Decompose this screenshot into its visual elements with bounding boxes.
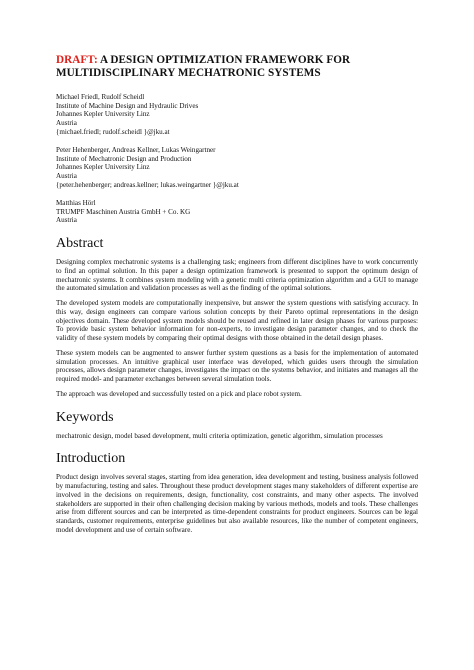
- author-university: Johannes Kepler University Linz: [56, 110, 150, 119]
- page-content: [56, 54, 418, 541]
- author-institute: Institute of Mechatronic Design and Production: [56, 154, 192, 163]
- abstract-paragraph: Designing complex mechatronic systems is a challenging task; engineers from different disciplines have to work concurrently to find an optimal solution. In this paper a design optimization framework is presented to support the optimum design of mechatronic systems. It combines system modeling with a genetic multi criteria optimization algorithm and a GUI to manage the automated simulation and validation processes as well as the finding of the optimal solutions.: [56, 258, 418, 293]
- author-email: {michael.friedl; rudolf.scheidl }@jku.at: [56, 127, 170, 136]
- author-university: Johannes Kepler University Linz: [56, 163, 150, 172]
- abstract-paragraph: The approach was developed and successfully tested on a pick and place robot system.: [56, 389, 302, 398]
- author-names: Matthias Hörl: [56, 199, 96, 208]
- author-country: Austria: [56, 172, 77, 181]
- author-country: Austria: [56, 119, 77, 128]
- author-block-2: [56, 146, 418, 190]
- author-email: {peter.hehenberger; andreas.kellner; lukas.weingartner }@jku.at: [56, 180, 239, 189]
- title-line-2: MULTIDISCIPLINARY MECHATRONIC SYSTEMS: [56, 67, 321, 79]
- draft-label: DRAFT:: [56, 54, 98, 66]
- introduction-paragraph: Product design involves several stages, starting from idea generation, idea development and testing, business analysis followed by manufacturing, testing and sales. Throughout these product development stages many stakeholders of different expertise are involved in the decisions on requirements, design, functionality, cost constraints, and many other aspects. The involved stakeholders are supported in their often challenging decision making by various methods, models and tools. These challenges arise from different sources and can be interpreted as time-dependent constraints for product engineers. Sources can be legal standards, customer requirements, enterprise guidelines but also available resources, like the number of competent engineers, model development and use of certain software.: [56, 473, 418, 534]
- abstract-paragraph: The developed system models are computationally inexpensive, but answer the system questions with satisfying accuracy. In this way, design engineers can compare various solution concepts by their Pareto optimal representations in the design objectives domain. These developed system models should be reused and refined in later design phases for various purposes: To provide basic system behavior information for non-experts, to investigate design parameter changes, and to check the validity of these system models by comparing their optimal designs with those obtained in the detail design phases.: [56, 299, 418, 343]
- author-institute: TRUMPF Maschinen Austria GmbH + Co. KG: [56, 207, 191, 216]
- abstract-heading: Abstract: [56, 236, 104, 252]
- author-block-1: [56, 93, 418, 137]
- author-institute: Institute of Machine Design and Hydraulic Drives: [56, 101, 199, 110]
- paper-title: [56, 54, 418, 80]
- keywords-text: mechatronic design, model based development, multi criteria optimization, genetic algorithm, simulation processes: [56, 431, 383, 440]
- introduction-heading: Introduction: [56, 451, 126, 467]
- title-line-1: A DESIGN OPTIMIZATION FRAMEWORK FOR: [97, 54, 351, 66]
- author-block-3: [56, 199, 418, 225]
- author-country: Austria: [56, 216, 77, 225]
- author-names: Michael Friedl, Rudolf Scheidl: [56, 93, 145, 101]
- abstract-paragraph: These system models can be augmented to answer further system questions as a basis for the implementation of automated simulation processes. An intuitive graphical user interface was developed, which guides users through the simulation processes, allows design parameter changes, investigates the impact on the systems behavior, and initiates and manages all the required model- and parameter exchanges between several simulation tools.: [56, 348, 418, 384]
- author-names: Peter Hehenberger, Andreas Kellner, Lukas Weingartner: [56, 146, 216, 155]
- keywords-heading: Keywords: [56, 409, 114, 425]
